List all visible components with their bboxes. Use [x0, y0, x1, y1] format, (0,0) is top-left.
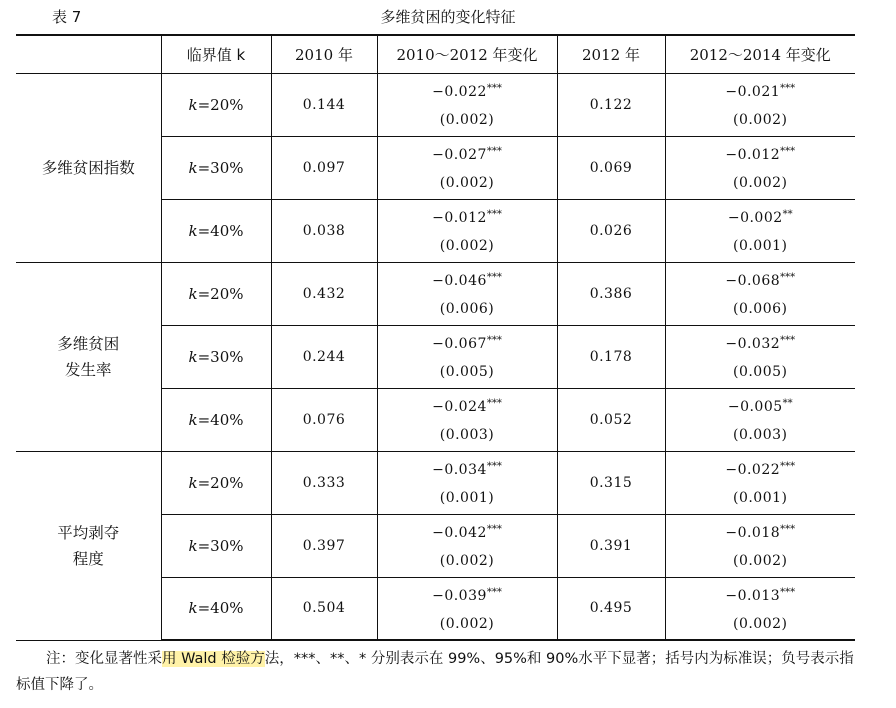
threshold-value: =20%	[197, 95, 244, 114]
change-value: −0.027	[432, 147, 487, 163]
significance-stars: ***	[486, 83, 502, 94]
change-value: −0.005	[727, 399, 783, 415]
indicator-label	[16, 262, 161, 451]
threshold-cell	[161, 325, 271, 388]
change-2010-2012-cell	[377, 325, 557, 388]
indicator-label-line: 平均剥夺	[57, 523, 120, 542]
note-highlight: 用 Wald 检验方	[162, 651, 265, 667]
value-2010-cell: 0.144	[271, 73, 377, 136]
change-value-line	[378, 390, 557, 421]
change-value: −0.002	[727, 210, 783, 226]
significance-stars: ***	[486, 586, 502, 598]
table-row	[16, 451, 855, 514]
threshold-cell	[161, 577, 271, 640]
value-2010-cell: 0.097	[271, 136, 377, 199]
change-value-line	[666, 75, 856, 106]
indicator-label-line: 多维贫困指数	[41, 158, 135, 177]
change-value: −0.032	[725, 336, 781, 352]
indicator-label-line: 程度	[72, 549, 104, 568]
value-2012-cell: 0.495	[557, 577, 665, 640]
change-value: −0.024	[432, 399, 487, 415]
change-2012-2014-cell	[665, 514, 855, 577]
change-value-line	[378, 201, 557, 232]
significance-stars: ***	[486, 461, 502, 472]
change-value: −0.046	[432, 273, 487, 289]
significance-stars: ***	[780, 272, 796, 283]
table-note	[16, 646, 858, 698]
value-2012-cell: 0.386	[557, 262, 665, 325]
change-value: −0.012	[432, 210, 487, 226]
k-symbol: k	[188, 95, 198, 114]
k-symbol: k	[188, 221, 198, 240]
standard-error: (0.001)	[732, 238, 788, 254]
standard-error: (0.002)	[732, 112, 788, 128]
table-row	[16, 73, 855, 136]
significance-stars: ***	[486, 146, 502, 157]
header-2010: 2010 年	[271, 35, 377, 73]
standard-error: (0.005)	[732, 364, 788, 380]
table-header-row	[16, 35, 855, 73]
k-symbol: k	[188, 599, 198, 618]
threshold-value: =20%	[197, 284, 244, 303]
significance-stars: ***	[780, 335, 796, 346]
indicator-label-line: 发生率	[64, 360, 112, 379]
change-value-line	[666, 327, 856, 358]
threshold-value: =40%	[197, 410, 244, 429]
significance-stars: ***	[486, 335, 502, 346]
change-value-line	[666, 390, 856, 421]
change-2012-2014-cell	[665, 262, 855, 325]
value-2012-cell: 0.391	[557, 514, 665, 577]
change-value-line	[378, 453, 557, 484]
change-2012-2014-cell	[665, 325, 855, 388]
k-symbol: k	[188, 410, 198, 429]
header-threshold: 临界值 k	[161, 35, 271, 73]
header-2012: 2012 年	[557, 35, 665, 73]
change-value-line	[378, 264, 557, 295]
change-2010-2012-cell	[377, 262, 557, 325]
header-change-2010-2012: 2010～2012 年变化	[377, 35, 557, 73]
value-2010-cell: 0.038	[271, 199, 377, 262]
indicator-label	[16, 73, 161, 262]
k-symbol: k	[188, 473, 198, 492]
significance-stars: ***	[780, 461, 796, 472]
change-value: −0.034	[432, 462, 487, 478]
change-2010-2012-cell	[377, 577, 557, 640]
change-value: −0.039	[432, 587, 487, 604]
change-value-line	[378, 327, 557, 358]
standard-error: (0.002)	[439, 615, 495, 632]
change-2012-2014-cell	[665, 388, 855, 451]
table-row	[16, 262, 855, 325]
change-value-line	[666, 201, 856, 232]
significance-stars: ***	[486, 398, 502, 409]
standard-error: (0.006)	[732, 301, 788, 317]
significance-stars: ***	[486, 524, 502, 535]
table-number: 表 7	[52, 8, 82, 26]
threshold-value: =20%	[197, 473, 244, 492]
change-2010-2012-cell	[377, 199, 557, 262]
change-value-line	[666, 579, 856, 610]
change-value: −0.022	[432, 84, 487, 100]
change-value: −0.012	[725, 147, 781, 163]
change-2010-2012-cell	[377, 451, 557, 514]
standard-error: (0.002)	[732, 175, 788, 191]
standard-error: (0.002)	[439, 175, 495, 191]
indicator-label-line: 多维贫困	[57, 334, 120, 353]
standard-error: (0.005)	[439, 364, 495, 380]
poverty-change-table	[16, 34, 855, 641]
threshold-value: =40%	[197, 221, 244, 240]
k-symbol: k	[188, 536, 198, 555]
standard-error: (0.002)	[439, 112, 495, 128]
threshold-value: =40%	[197, 599, 244, 618]
standard-error: (0.006)	[439, 301, 495, 317]
standard-error: (0.001)	[732, 490, 788, 506]
threshold-value: =30%	[197, 158, 244, 177]
change-value: −0.042	[432, 525, 487, 541]
value-2010-cell: 0.076	[271, 388, 377, 451]
change-2010-2012-cell	[377, 514, 557, 577]
change-value: −0.013	[725, 587, 781, 604]
change-2010-2012-cell	[377, 136, 557, 199]
k-symbol: k	[188, 158, 198, 177]
change-2012-2014-cell	[665, 73, 855, 136]
standard-error: (0.002)	[439, 238, 495, 254]
value-2012-cell: 0.026	[557, 199, 665, 262]
significance-stars: **	[782, 398, 793, 409]
value-2010-cell: 0.432	[271, 262, 377, 325]
threshold-cell	[161, 136, 271, 199]
threshold-cell	[161, 514, 271, 577]
change-value: −0.067	[432, 336, 487, 352]
change-value: −0.018	[725, 525, 781, 541]
k-symbol: k	[188, 347, 198, 366]
value-2010-cell: 0.333	[271, 451, 377, 514]
standard-error: (0.002)	[732, 553, 788, 569]
value-2012-cell: 0.315	[557, 451, 665, 514]
k-symbol: k	[188, 284, 198, 303]
threshold-cell	[161, 73, 271, 136]
change-value-line	[378, 138, 557, 169]
standard-error: (0.001)	[439, 490, 495, 506]
change-value: −0.021	[725, 84, 781, 100]
change-value-line	[666, 453, 856, 484]
change-2012-2014-cell	[665, 136, 855, 199]
change-value-line	[378, 516, 557, 547]
change-value-line	[378, 75, 557, 106]
header-change-2012-2014: 2012～2014 年变化	[665, 35, 855, 73]
note-text-start: 注：变化显著性采	[46, 651, 162, 667]
significance-stars: ***	[780, 586, 796, 598]
value-2012-cell: 0.052	[557, 388, 665, 451]
standard-error: (0.003)	[439, 427, 495, 443]
change-2012-2014-cell	[665, 451, 855, 514]
threshold-value: =30%	[197, 536, 244, 555]
indicator-label	[16, 451, 161, 640]
value-2012-cell: 0.069	[557, 136, 665, 199]
standard-error: (0.002)	[732, 615, 788, 632]
note-text-end: 法，***、**、* 分别表示在 99%、95%和 90%水平下显著；括号内为标准误；负号表示指标值下降了。	[16, 651, 854, 693]
threshold-value: =30%	[197, 347, 244, 366]
significance-stars: ***	[780, 524, 796, 535]
change-value: −0.022	[725, 462, 781, 478]
standard-error: (0.002)	[439, 553, 495, 569]
change-value-line	[666, 264, 856, 295]
significance-stars: ***	[486, 272, 502, 283]
significance-stars: ***	[780, 83, 796, 94]
change-2012-2014-cell	[665, 577, 855, 640]
threshold-cell	[161, 199, 271, 262]
significance-stars: ***	[486, 209, 502, 220]
change-value-line	[666, 138, 856, 169]
standard-error: (0.003)	[732, 427, 788, 443]
threshold-cell	[161, 451, 271, 514]
value-2010-cell: 0.244	[271, 325, 377, 388]
change-2010-2012-cell	[377, 73, 557, 136]
change-2012-2014-cell	[665, 199, 855, 262]
change-2010-2012-cell	[377, 388, 557, 451]
threshold-cell	[161, 388, 271, 451]
value-2012-cell: 0.122	[557, 73, 665, 136]
change-value-line	[666, 516, 856, 547]
value-2010-cell: 0.504	[271, 577, 377, 640]
significance-stars: ***	[780, 146, 796, 157]
value-2012-cell: 0.178	[557, 325, 665, 388]
threshold-cell	[161, 262, 271, 325]
table-title: 多维贫困的变化特征	[380, 8, 516, 26]
value-2010-cell: 0.397	[271, 514, 377, 577]
significance-stars: **	[782, 209, 793, 220]
change-value: −0.068	[725, 273, 781, 289]
change-value-line	[378, 579, 557, 610]
header-indicator	[16, 35, 161, 73]
